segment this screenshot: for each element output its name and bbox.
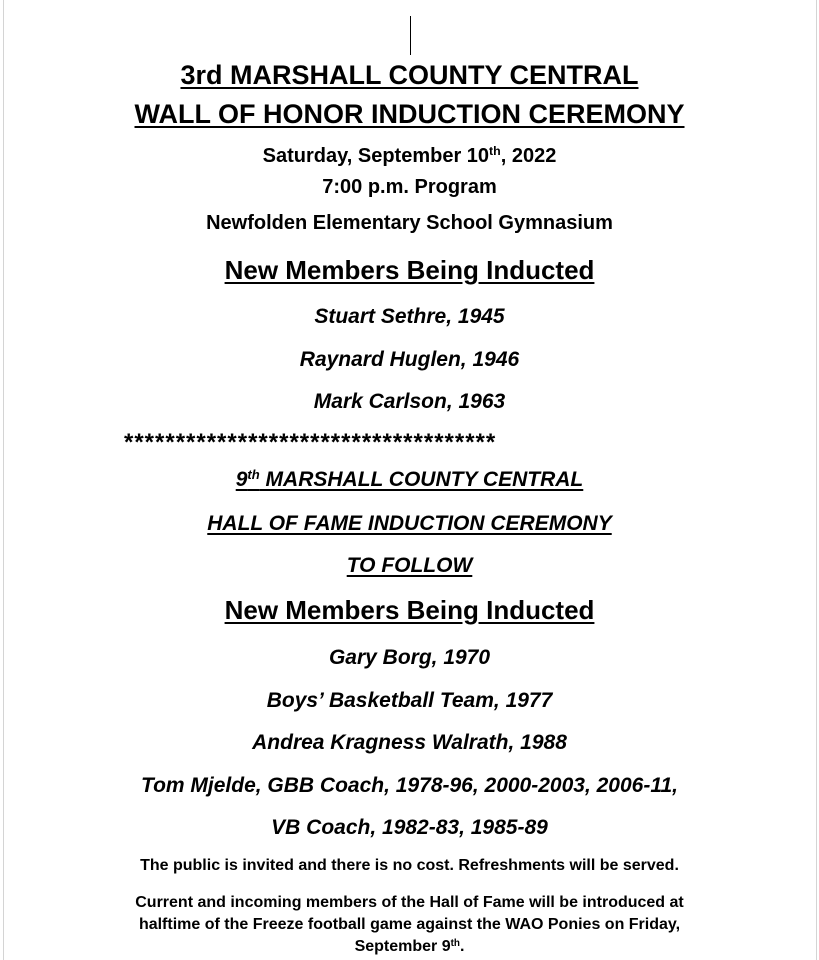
intro-note-date-sup: th [450,937,460,949]
event-time: 7:00 p.m. Program [322,176,497,198]
hall-of-fame-sup: th [247,466,260,482]
intro-note-line-2: halftime of the Freeze football game against the WAO Ponies on Friday, [138,916,681,933]
hof-inductee: Andrea Kragness Walrath, 1988 [252,731,567,754]
hof-inductee: Tom Mjelde, GBB Coach, 1978-96, 2000-2003, 2006-11, [141,774,678,797]
hall-of-fame-number: 9 [235,468,248,491]
separator-stars: ************************************ [124,429,497,456]
event-date-prefix: Saturday, September 10 [262,145,490,167]
intro-note-line-1: Current and incoming members of the Hall of Fame will be introduced at [135,894,684,911]
event-date-suffix: , 2022 [500,145,557,167]
hall-of-fame-line-1 [0,466,819,491]
title-line-1: 3rd MARSHALL COUNTY CENTRAL [180,60,639,90]
intro-note-date-prefix: September 9 [354,938,451,955]
wall-of-honor-heading: New Members Being Inducted [224,255,595,285]
hof-inductee: Gary Borg, 1970 [328,646,491,669]
hall-of-fame-heading: New Members Being Inducted [224,595,595,625]
wall-inductee: Stuart Sethre, 1945 [314,305,505,328]
wall-inductee: Raynard Huglen, 1946 [299,348,520,371]
event-location: Newfolden Elementary School Gymnasium [206,212,613,234]
public-note: The public is invited and there is no cost. Refreshments will be served. [140,857,679,874]
hof-inductee: Boys’ Basketball Team, 1977 [266,689,553,712]
intro-note-line-3 [0,939,819,955]
hof-inductee: VB Coach, 1982-83, 1985-89 [271,816,548,839]
hall-of-fame-line-3: TO FOLLOW [346,554,473,577]
intro-note-date-suffix: . [459,938,465,955]
hall-of-fame-line-2: HALL OF FAME INDUCTION CEREMONY [207,512,612,535]
title-line-2: WALL OF HONOR INDUCTION CEREMONY [134,99,685,129]
event-date-sup: th [489,144,501,159]
event-date [0,146,819,166]
hall-of-fame-line-1-rest: MARSHALL COUNTY CENTRAL [259,468,584,491]
wall-inductee: Mark Carlson, 1963 [313,390,506,413]
text-cursor [410,16,411,55]
